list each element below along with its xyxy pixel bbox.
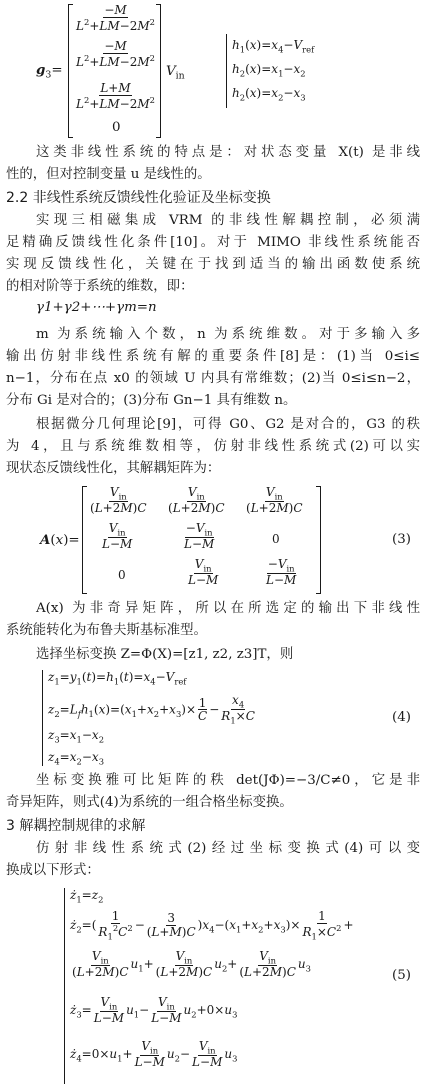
h1-eq: $h_1(x)=x_4-V_{ref}$: [232, 38, 315, 55]
eq5-line5: $ż_4=0\times u_1+$ $\frac{V_{in}}{L-M}$ $u_2-$ $\frac{V_{in}}{L-M}$ $u_3$: [70, 1039, 238, 1070]
equation-number-4: (4): [392, 710, 411, 725]
eq5-line4: $ż_3=$ $\frac{V_{in}}{L-M}$ $u_1-$ $\frac{V_{in}}{L-M}$ $u_2+0\times u_3$: [70, 995, 238, 1026]
g3-row4: 0: [112, 120, 121, 135]
equation-number-3: (3): [392, 532, 411, 547]
paragraph-8-line2: 换成以下形式：: [6, 863, 100, 878]
paragraph-2-line2: 足精确反馈线性化条件[10]。对于 MIMO 非线性系统能否: [6, 235, 420, 250]
eq4-line2: $z_2=L_fh_1(x)=(x_1+x_2+x_3)\times$ $\frac{1}{C}$ − $\frac{x_4}{R_1\times C}$: [48, 693, 255, 726]
matrix-a-r1c2: $\frac{V_{in}}{(L+2M)C}$: [168, 485, 225, 516]
equation-4: [0, 666, 425, 770]
eq4-line1: $z_1=y_1(t)=h_1(t)=x_4-V_{ref}$: [48, 670, 187, 687]
paragraph-2-line1: 实现三相磁集成 VRM 的非线性解耦控制，必须满: [36, 213, 420, 228]
matrix-a-r2c2: $\frac{-V_{in}}{L-M}$: [184, 521, 215, 552]
g3-vin: $V_{in}$: [166, 64, 185, 82]
paragraph-4-line1: 根据微分几何理论[9]，可得 G0、G2 是对合的，G3 的秩: [36, 417, 420, 432]
equation-number-5: (5): [392, 968, 411, 983]
matrix-a-r2c1: $\frac{V_{in}}{L-M}$: [102, 521, 133, 552]
equation-5: [0, 884, 425, 1088]
paragraph-6: 选择坐标变换 Z=Φ(X)=[z1, z2, z3]T，则: [36, 647, 294, 662]
matrix-a-r3c2: $\frac{V_{in}}{L-M}$: [188, 557, 219, 588]
paragraph-5-line1: A(x) 为非奇异矩阵，所以在所选定的输出下非线性: [36, 601, 420, 616]
matrix-a-r1c3: $\frac{V_{in}}{(L+2M)C}$: [246, 485, 303, 516]
eq5-line2: $ż_2=$( $\frac{1}{R_1^2C^2}$ − $\frac{3}{(L+M)C}$ )$x_4-(x_1+x_2+x_3)\times$ $\frac{1}{R_1\times C^2}$ +: [70, 909, 354, 941]
paragraph-3-line1: m 为系统输入个数，n 为系统维数。对于多输入多: [36, 327, 420, 342]
paragraph-4-line3: 现状态反馈线性化，其解耦矩阵为：: [6, 461, 221, 476]
paragraph-3-line4: 分布 Gi 是对合的；(3)分布 Gn−1 具有维数 n。: [6, 393, 297, 408]
paragraph-3-line2: 输出仿射非线性系统有解的重要条件[8]是：(1)当 0≤i≤: [6, 349, 420, 364]
h2-eq-b: $h_2(x)=x_2-x_3$: [232, 86, 306, 103]
paragraph-3-line3: n−1，分布在点 x0 的领域 U 内具有常维数；(2)当 0≤i≤n−2，: [6, 371, 420, 386]
equation-g3: [0, 0, 425, 142]
matrix-a-r3c3: $\frac{-V_{in}}{L-M}$: [266, 557, 297, 588]
matrix-a-r2c3: 0: [272, 532, 280, 546]
paragraph-8-line1: 仿射非线性系统式(2)经过坐标变换式(4)可以变: [36, 841, 420, 856]
eq4-line3: $z_3=x_1-x_2$: [48, 728, 105, 745]
g3-row2: $\frac{-M}{L^2+LM-2M^2}$: [76, 39, 155, 69]
paragraph-7-line1: 坐标变换雅可比矩阵的秩 det(JΦ)=−3/C≠0，它是非: [36, 773, 420, 788]
paragraph-4-line2: 为 4，且与系统维数相等，仿射非线性系统式(2)可以实: [6, 439, 420, 454]
eq5-line1: $ż_1=z_2$: [70, 888, 104, 905]
paragraph-5-line2: 系统能转化为布鲁夫斯基标准型。: [6, 623, 207, 638]
section-heading-2-2: 2.2 非线性系统反馈线性化验证及坐标变换: [6, 190, 271, 206]
matrix-a-r1c1: $\frac{V_{in}}{(L+2M)C}$: [90, 485, 147, 516]
equation-gamma: γ1+γ2+⋯+γm=n: [36, 300, 157, 315]
equation-matrix-a: [0, 482, 425, 598]
section-heading-3: 3 解耦控制规律的求解: [6, 818, 146, 834]
h2-eq-a: $h_2(x)=x_1-x_2$: [232, 62, 306, 79]
paragraph-1-line1: 这类非线性系统的特点是：对状态变量 X(t) 是非线: [36, 145, 420, 160]
matrix-a-r3c1: 0: [118, 568, 126, 582]
paragraph-1-line2: 性的，但对控制变量 u 是线性的。: [6, 167, 211, 182]
g3-row1: $\frac{-M}{L^2+LM-2M^2}$: [76, 3, 155, 33]
g3-lhs: $g_3=$: [36, 62, 63, 81]
g3-row3: $\frac{L+M}{L^2+LM-2M^2}$: [76, 81, 155, 111]
matrix-a-lhs: A(x)=: [40, 532, 80, 548]
paragraph-2-line4: 的相对阶等于系统的维数，即：: [6, 279, 194, 294]
paragraph-7-line2: 奇异矩阵，则式(4)为系统的一组合格坐标变换。: [6, 795, 293, 810]
paragraph-2-line3: 实现反馈线性化，关键在于找到适当的输出函数使系统: [6, 257, 420, 272]
eq5-line3: $\frac{V_{in}}{(L+2M)C}$ $u_1+$ $\frac{V_{in}}{(L+2M)C}$ $u_2+$ $\frac{V_{in}}{(L+2M)C}$ $u_3$: [72, 949, 311, 980]
eq4-line4: $z_4=x_2-x_3$: [48, 750, 105, 767]
